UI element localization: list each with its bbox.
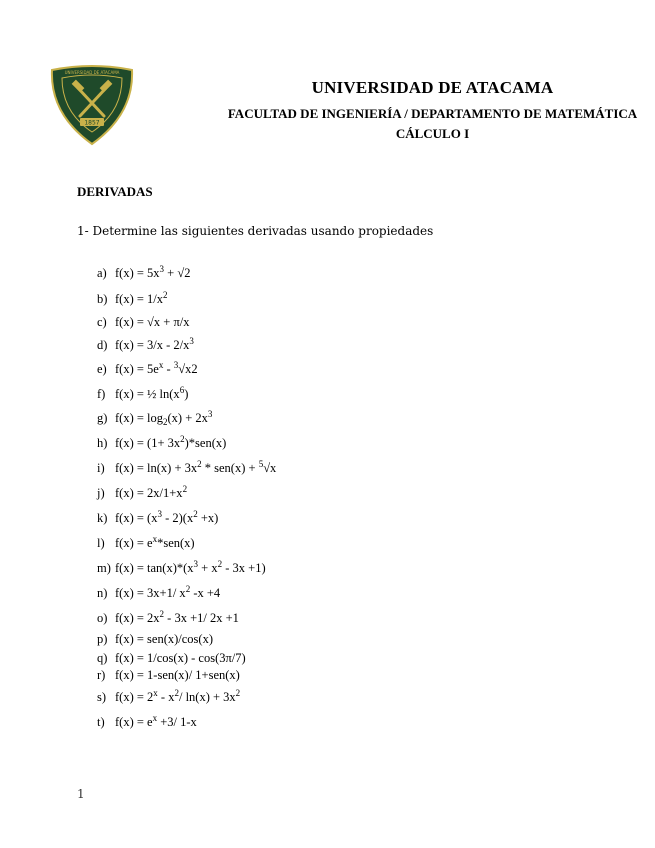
- exercise-label: k): [97, 511, 108, 525]
- exercise-item: [97, 586, 220, 601]
- exercise-formula: $f(x) = 2^x - x^2/$ $\ln(x) + 3x^2$: [115, 688, 241, 704]
- exercise-label: j): [97, 486, 105, 500]
- exercise-item: [97, 511, 218, 526]
- exercise-label: p): [97, 632, 108, 646]
- exercise-item: [97, 651, 246, 666]
- university-logo: [48, 62, 136, 146]
- exercise-item: [97, 611, 239, 626]
- exercise-formula: $f(x) = \ln(x) + 3x^2 * sen(x) + ^5√x$: [115, 459, 277, 475]
- exercise-formula: $f(x) = (1+ 3x^2)*sen(x)$: [115, 434, 227, 450]
- exercise-formula: $f(x) = 5e^x - ^3√x2$: [115, 360, 198, 376]
- exercise-formula: f(x) = 1/cos(x) - cos(3π/7): [115, 651, 246, 665]
- exercise-label: r): [97, 668, 106, 682]
- faculty-subtitle: FACULTAD DE INGENIERÍA / DEPARTAMENTO DE MATEMÁTICA: [227, 106, 638, 121]
- logo-year: 1857: [84, 119, 100, 127]
- exercise-formula: $f(x) = 2x^2 - 3x +1/$ 2x +1: [115, 609, 239, 625]
- page-number: 1: [77, 787, 85, 801]
- exercise-item: [97, 486, 187, 501]
- logo-ring-text: UNIVERSIDAD DE ATACAMA: [64, 70, 120, 75]
- exercise-item: [97, 411, 212, 426]
- exercise-label: t): [97, 715, 105, 729]
- exercise-item: [97, 292, 168, 307]
- exercise-label: s): [97, 690, 107, 704]
- exercise-formula: $f(x) = \log_2(x) + 2x^3$: [115, 409, 213, 427]
- exercise-formula: $f(x) = (x^3 - 2)(x^2 +x)$: [115, 509, 219, 525]
- exercise-label: m): [97, 561, 111, 575]
- exercise-label: h): [97, 436, 108, 450]
- exercise-label: o): [97, 611, 108, 625]
- university-title: UNIVERSIDAD DE ATACAMA: [311, 78, 554, 97]
- exercise-item: [97, 338, 194, 353]
- exercise-label: c): [97, 315, 107, 329]
- exercise-formula: f(x) = ½ $\ln(x^6)$: [115, 385, 189, 401]
- exercise-item: [97, 668, 240, 683]
- exercise-label: i): [97, 461, 105, 475]
- section-title: DERIVADAS: [77, 184, 153, 199]
- exercise-label: b): [97, 292, 108, 306]
- exercise-formula: $f(x) = e^x +3/$ 1-x: [115, 713, 197, 729]
- exercise-formula: $f(x) = 2x/1+x^2$: [115, 484, 188, 500]
- exercise-item: [97, 362, 198, 377]
- document-header: [140, 78, 655, 142]
- exercise-label: e): [97, 362, 107, 376]
- exercise-formula: f(x) = √x + π/x: [115, 315, 190, 329]
- exercise-label: g): [97, 411, 108, 425]
- exercise-label: n): [97, 586, 108, 600]
- exercise-item: [97, 536, 195, 551]
- exercise-item: [97, 436, 226, 451]
- exercise-item: [97, 461, 276, 476]
- exercise-formula: $f(x) = 3/x - 2/x^3$: [115, 336, 194, 352]
- exercise-item: [97, 632, 213, 647]
- exercise-label: q): [97, 651, 108, 665]
- exercise-formula: $f(x) = 1/x^2$: [115, 290, 168, 306]
- exercise-formula: $f(x) = \tan(x)*(x^3 + x^2 - 3x +1)$: [115, 559, 266, 575]
- exercise-label: l): [97, 536, 105, 550]
- instruction-text: 1- Determine las siguientes derivadas usando propiedades: [77, 224, 434, 238]
- exercise-item: [97, 387, 188, 402]
- course-title: CÁLCULO I: [395, 126, 470, 141]
- exercise-item: [97, 715, 197, 730]
- exercise-label: f): [97, 387, 106, 401]
- exercise-item: [97, 690, 240, 705]
- exercise-item: [97, 561, 266, 576]
- exercise-formula: f(x) = sen(x)/cos(x): [115, 632, 213, 646]
- exercise-formula: f(x) = 1-sen(x)/ 1+sen(x): [115, 668, 240, 682]
- exercise-formula: $f(x) = e^x*sen(x)$: [115, 534, 195, 550]
- exercise-item: [97, 315, 189, 330]
- exercise-formula: f(x) = 3x+1/ $x^2$ -x +4: [115, 584, 221, 600]
- exercise-item: [97, 266, 190, 281]
- exercise-formula: $f(x) = 5x^3 + √2$: [115, 264, 191, 280]
- exercise-label: d): [97, 338, 108, 352]
- exercise-label: a): [97, 266, 107, 280]
